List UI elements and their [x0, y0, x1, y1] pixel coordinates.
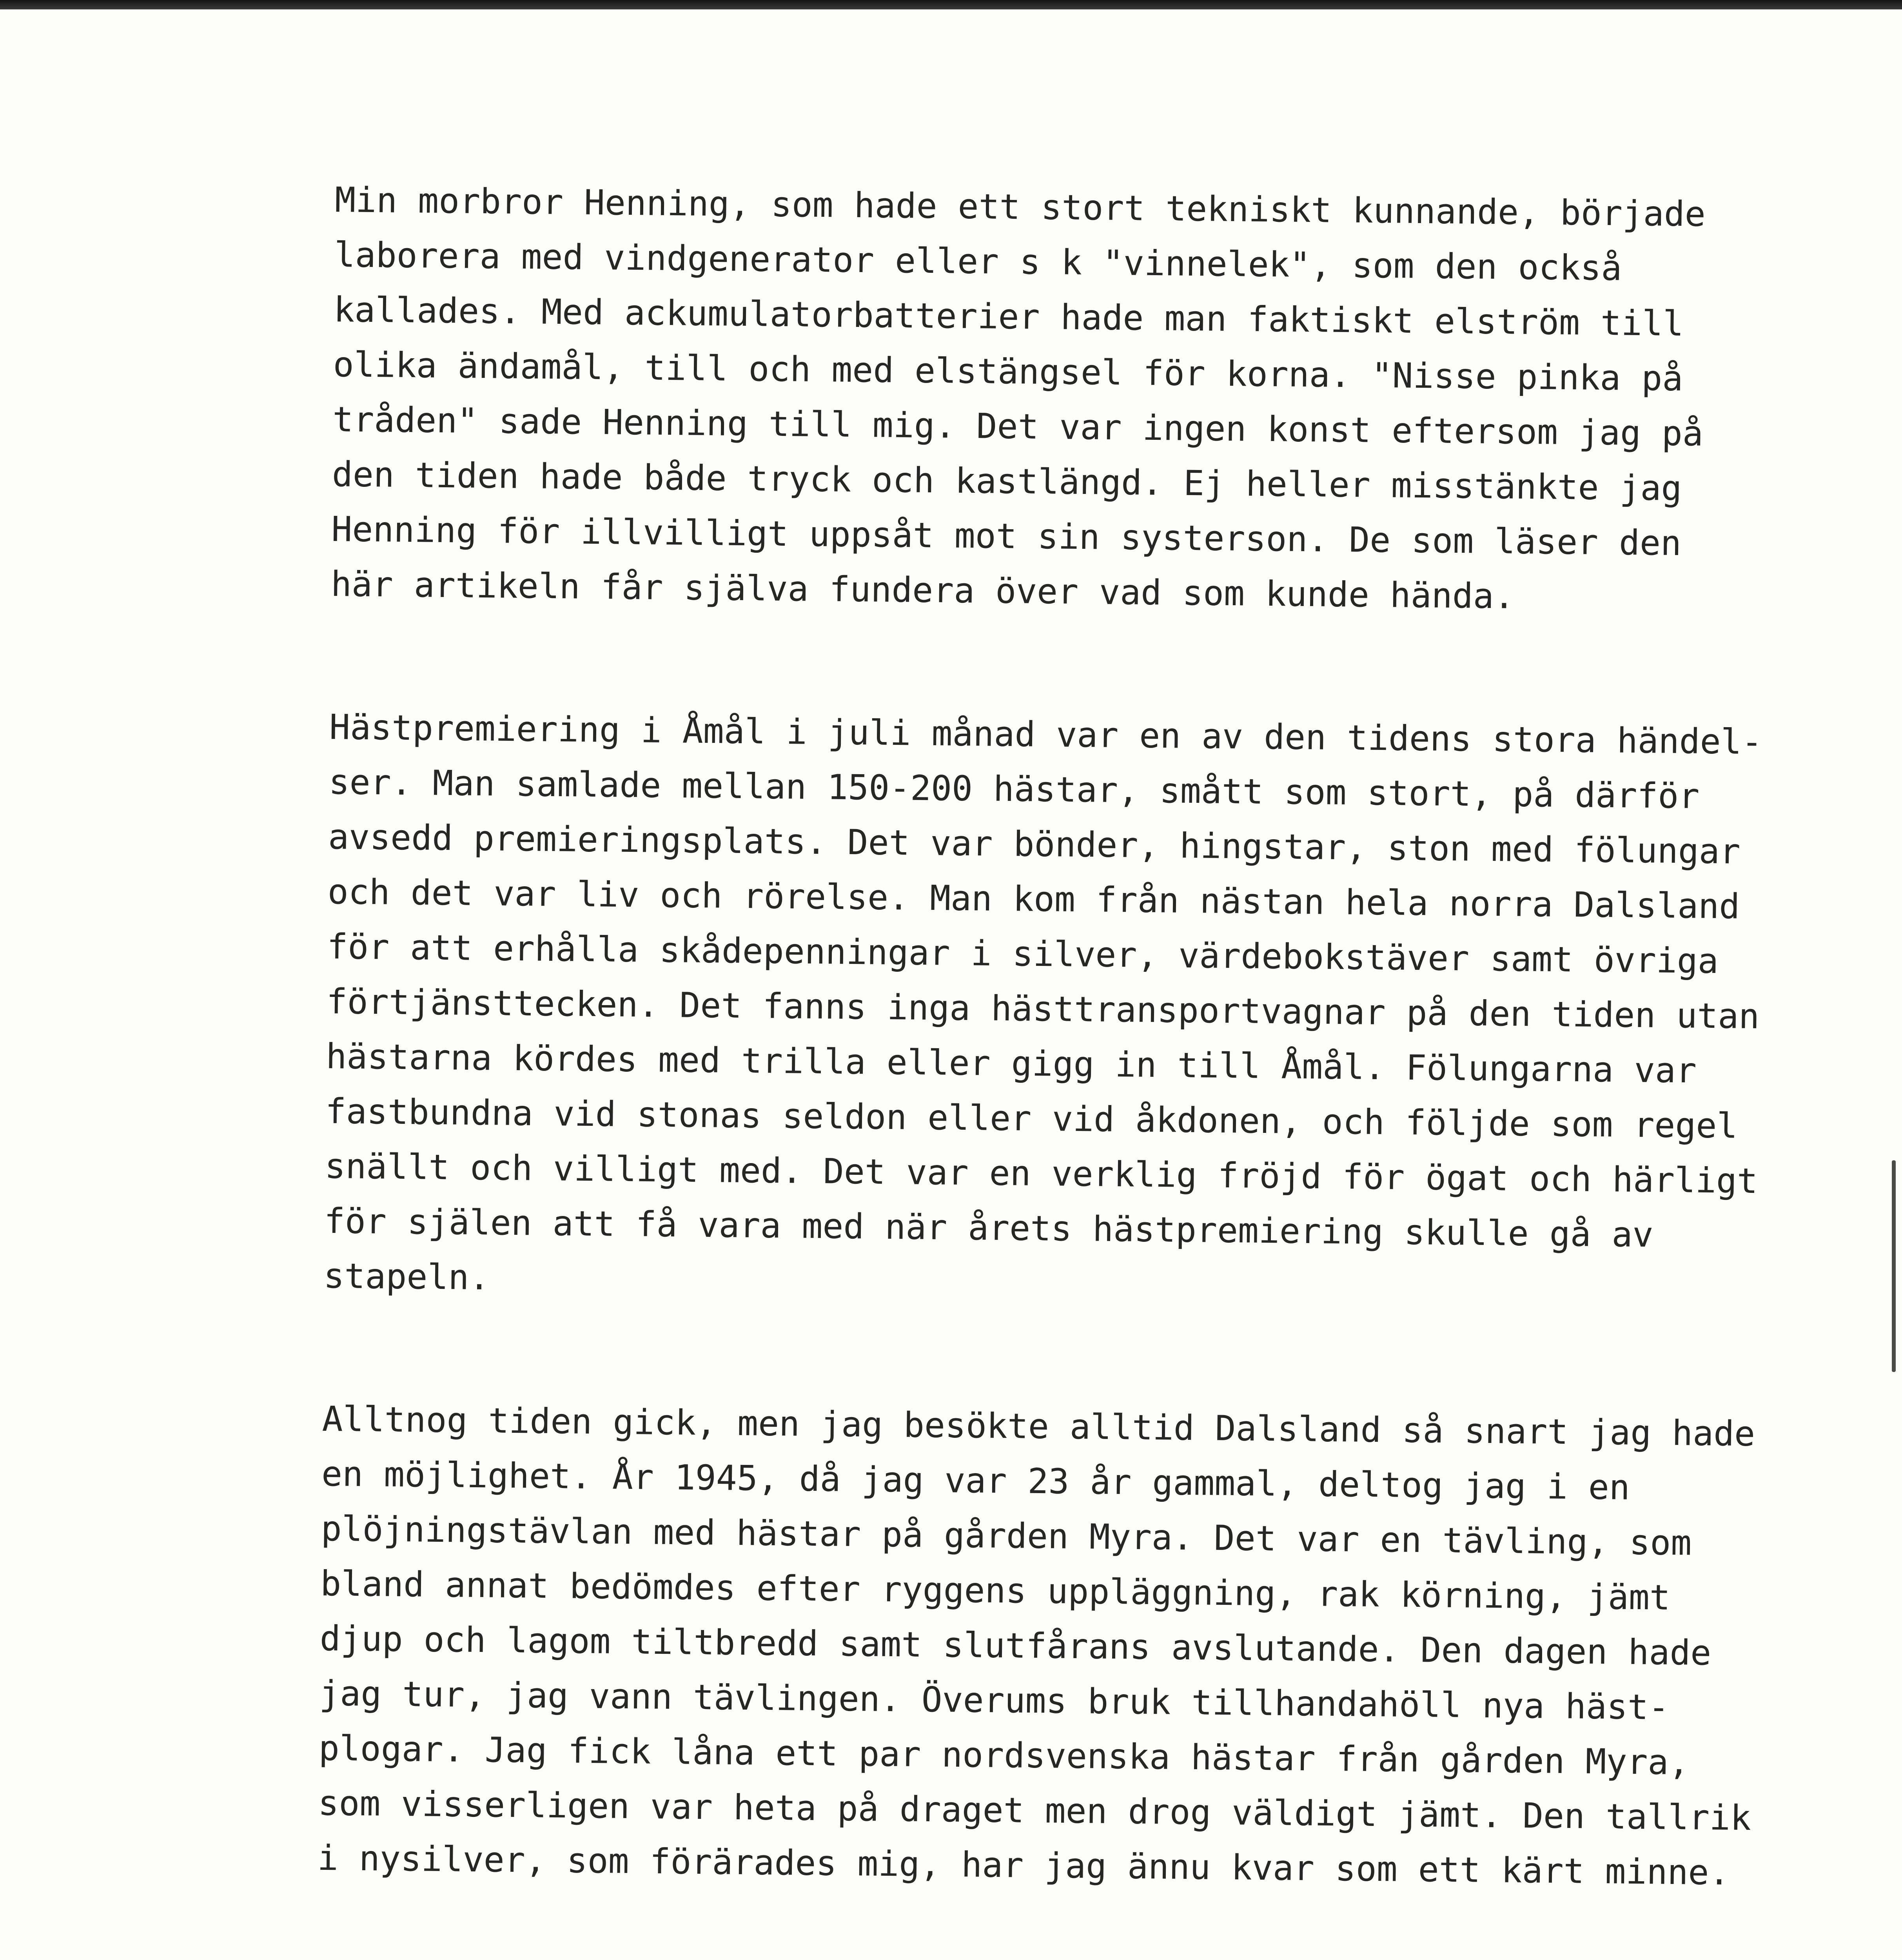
text-line: fastbundna vid stonas seldon eller vid åkdonen, och följde som regel: [325, 1091, 1738, 1146]
text-line: för själen att få vara med när årets hästpremiering skulle gå av: [324, 1200, 1654, 1255]
text-line: som visserligen var heta på draget men drog väldigt jämt. Den tallrik: [318, 1782, 1751, 1838]
text-line: plogar. Jag fick låna ett par nordsvenska hästar från gården Myra,: [318, 1728, 1690, 1783]
scan-edge: [0, 0, 1902, 9]
text-line: den tiden hade både tryck och kastlängd. Ej heller misstänkte jag: [332, 454, 1682, 509]
text-line: här artikeln får själva fundera över vad som kunde hända.: [330, 563, 1515, 617]
paragraph-2: [323, 700, 1763, 1318]
text-line: plöjningstävlan med hästar på gården Myra. Det var en tävling, som: [321, 1508, 1692, 1563]
text-line: stapeln.: [323, 1255, 490, 1298]
text-line: djup och lagom tiltbredd samt slutfårans avslutande. Den dagen hade: [319, 1618, 1711, 1673]
paragraph-3: [317, 1392, 1755, 1900]
text-line: hästarna kördes med trilla eller gigg in till Åmål. Fölungarna var: [325, 1036, 1697, 1091]
text-line: Henning för illvilligt uppsåt mot sin systerson. De som läser den: [331, 508, 1682, 564]
text-line: och det var liv och rörelse. Man kom från nästan hela norra Dalsland: [327, 871, 1740, 927]
text-line: bland annat bedömdes efter ryggens uppläggning, rak körning, jämt: [320, 1563, 1671, 1618]
text-line: i nysilver, som förärades mig, har jag ännu kvar som ett kärt minne.: [317, 1837, 1730, 1893]
text-line: olika ändamål, till och med elstängsel för korna. "Nisse pinka på: [333, 344, 1683, 399]
text-line: avsedd premieringsplats. Det var bönder, hingstar, ston med fölungar: [328, 816, 1741, 872]
text-line: tråden" sade Henning till mig. Det var ingen konst eftersom jag på: [332, 399, 1704, 454]
text-line: laborera med vindgenerator eller s k "vinnelek", som den också: [334, 234, 1622, 289]
text-line: ser. Man samlade mellan 150-200 hästar, smått som stort, på därför: [328, 761, 1700, 817]
text-line: snällt och villigt med. Det var en verklig fröjd för ögat och härligt: [324, 1145, 1758, 1201]
text-line: Alltnog tiden gick, men jag besökte alltid Dalsland så snart jag hade: [322, 1398, 1755, 1454]
text-line: en möjlighet. År 1945, då jag var 23 år gammal, deltog jag i en: [321, 1453, 1630, 1508]
text-line: Min morbror Henning, som hade ett stort tekniskt kunnande, började: [334, 179, 1706, 234]
text-line: för att erhålla skådepenningar i silver, värdebokstäver samt övriga: [327, 926, 1719, 982]
scan-mark: [1892, 1160, 1896, 1372]
text-line: jag tur, jag vann tävlingen. Överums bruk tillhandahöll nya häst-: [319, 1673, 1670, 1728]
paragraph-1: [330, 172, 1706, 626]
text-line: förtjänsttecken. Det fanns inga hästtransportvagnar på den tiden utan: [326, 981, 1760, 1037]
text-line: Hästpremiering i Åmål i juli månad var en av den tidens stora händel-: [329, 706, 1763, 762]
document-body: [313, 172, 1763, 1960]
text-line: kallades. Med ackumulatorbatterier hade man faktiskt elström till: [333, 289, 1684, 344]
